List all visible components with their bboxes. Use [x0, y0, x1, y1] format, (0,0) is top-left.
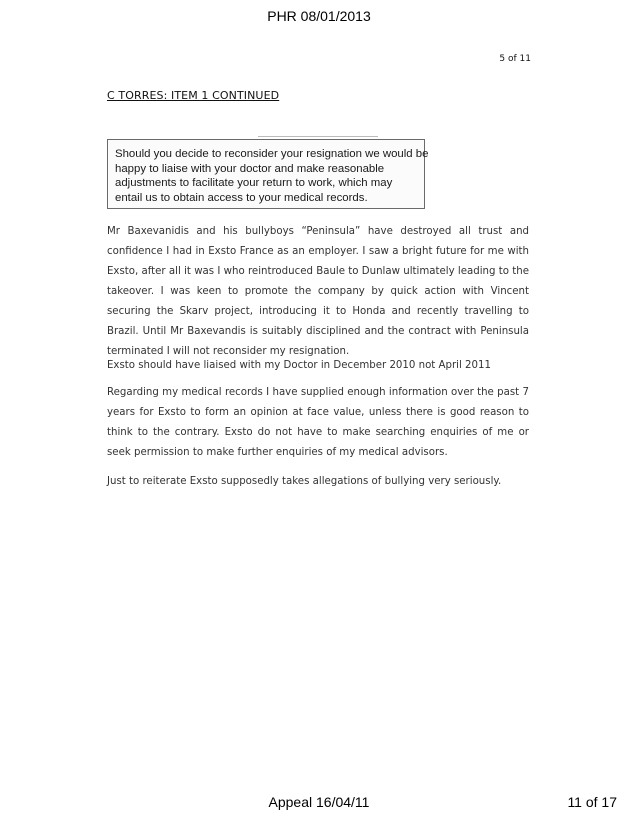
- quote-line: adjustments to facilitate your return to work, which may: [115, 177, 393, 189]
- paragraph-doctor-liaison: Exsto should have liaised with my Doctor in December 2010 not April 2011: [107, 360, 491, 371]
- paragraph-medical-records: Regarding my medical records I have supplied enough information over the past 7 years for Exsto to form an opinion at face value, unless there is good reason to think to the contrary. Exsto do not have to make searching enquiries of me or seek permission to make further enquiries of my medical advisors.: [107, 387, 529, 458]
- quote-line: Should you decide to reconsider your resignation we would be: [115, 148, 429, 160]
- footer-page-count: 11 of 17: [567, 794, 617, 810]
- footer-appeal-date: Appeal 16/04/11: [268, 794, 370, 810]
- quote-line: happy to liaise with your doctor and make reasonable: [115, 162, 385, 175]
- section-title: C TORRES: ITEM 1 CONTINUED: [107, 89, 280, 102]
- paragraph-resignation: Mr Baxevanidis and his bullyboys “Peninsula” have destroyed all trust and confidence I had in Exsto France as an employer. I saw a bright future for me with Exsto, after all it was I who reintroduced Baule to Dunlaw ultimately leading to the takeover. I was keen to promote the company by quick action with Vincent securing the Skarv project, introducing it to Honda and recently travelling to Brazil. Until Mr Baxevandis is suitably disciplined and the contract with Peninsula terminated I will not reconsider my resignation.: [107, 226, 529, 357]
- document-stamp: PHR 08/01/2013: [267, 8, 371, 24]
- page-number: 5 of 11: [499, 54, 531, 64]
- quoted-excerpt-text: [115, 147, 429, 205]
- quote-line: entail us to obtain access to your medical records.: [115, 191, 368, 204]
- paragraph-bullying: Just to reiterate Exsto supposedly takes allegations of bullying very seriously.: [107, 476, 502, 487]
- quoted-excerpt-box: [107, 139, 429, 209]
